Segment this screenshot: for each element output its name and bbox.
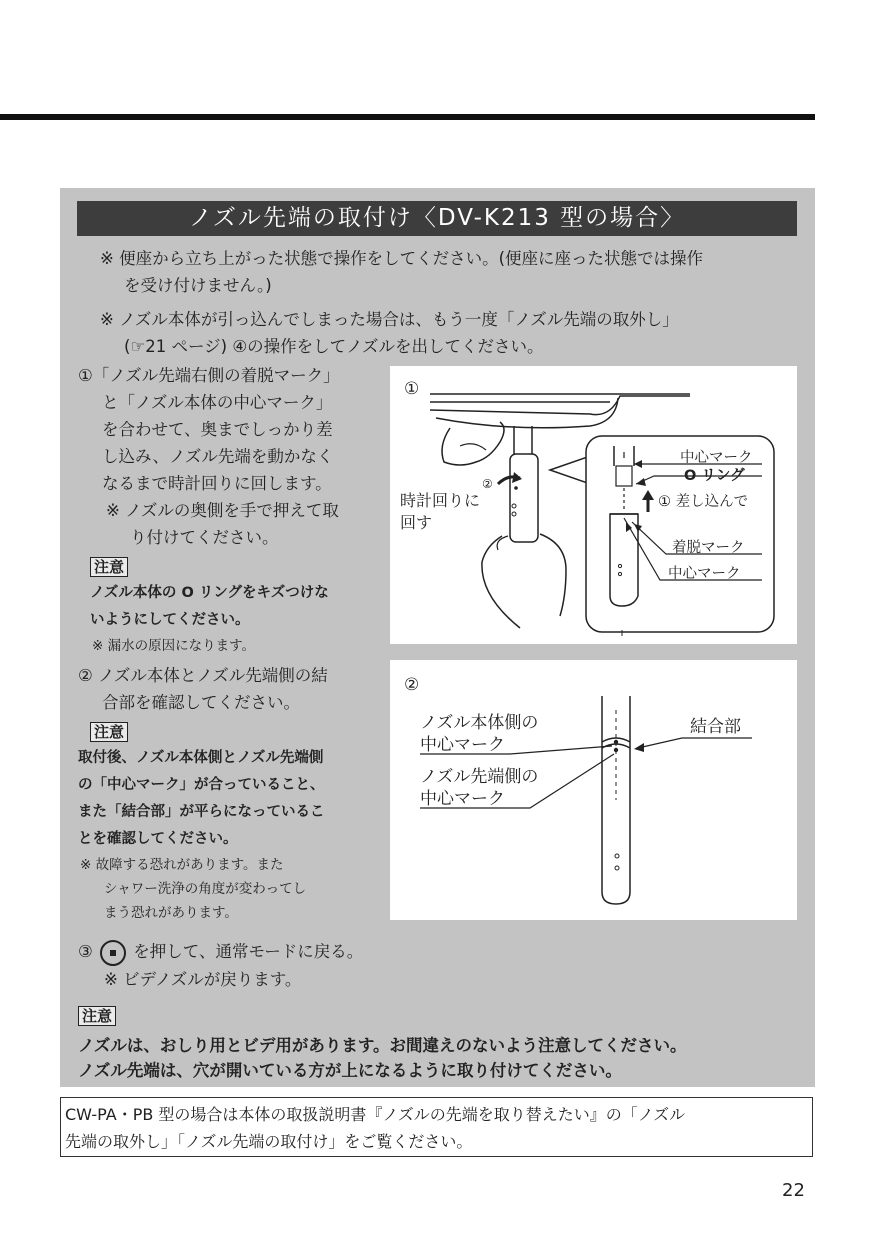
note-1-line-2: を受け付けません。) xyxy=(124,276,272,295)
stop-button-icon xyxy=(100,940,126,966)
step-2-sub-3: まう恐れがあります。 xyxy=(104,905,238,921)
step-1-line-5: なるまで時計回りに回します。 xyxy=(102,474,332,493)
step-2-caution-label: 注意 xyxy=(90,722,128,742)
step-2-caution-line-3: また「結合部」が平らになっているこ xyxy=(78,804,325,820)
step-1-line-2: と「ノズル本体の中心マーク」 xyxy=(102,393,333,412)
step-1 xyxy=(78,362,388,658)
figure-2-tip-label-line-1: ノズル先端側の xyxy=(420,767,539,787)
note-2 xyxy=(100,306,679,360)
step-1-line-1: ①「ノズル先端右側の着脱マーク」 xyxy=(78,366,340,385)
reference-box-line-1: CW-PA・PB 型の場合は本体の取扱説明書『ノズルの先端を取り替えたい』の「ノズル xyxy=(65,1105,686,1124)
note-2-line-1: ※ ノズル本体が引っ込んでしまった場合は、もう一度「ノズル先端の取外し」 xyxy=(100,310,679,329)
step-3-number: ③ xyxy=(78,942,93,961)
figure-1-center-mark-label: 中心マーク xyxy=(680,450,753,466)
figure-2 xyxy=(390,660,797,920)
note-1 xyxy=(100,245,703,299)
figure-1-rotate-line-1: 時計回りに xyxy=(400,491,481,510)
step-3 xyxy=(78,938,363,993)
step-3-sub: ※ ビデノズルが戻ります。 xyxy=(104,969,302,989)
figure-2-body-label-line-2: 中心マーク xyxy=(420,735,505,755)
figure-1-illustration xyxy=(390,366,797,644)
figure-1 xyxy=(390,366,797,644)
figure-2-body-label-line-1: ノズル本体側の xyxy=(420,713,539,733)
step-2-caution-line-1: 取付後、ノズル本体側とノズル先端側 xyxy=(78,750,324,766)
step-2-line-1: ② ノズル本体とノズル先端側の結 xyxy=(78,666,328,685)
reference-box-line-2: 先端の取外し」「ノズル先端の取付け」をご覧ください。 xyxy=(65,1132,473,1151)
step-1-sub-2: り付けてください。 xyxy=(130,528,279,547)
step-2 xyxy=(78,662,388,925)
figure-2-number: ② xyxy=(404,675,420,695)
step-3-text: を押して、通常モードに戻る。 xyxy=(133,942,364,961)
step-2-caution-line-4: とを確認してください。 xyxy=(78,831,238,847)
note-1-line-1: ※ 便座から立ち上がった状態で操作をしてください。(便座に座った状態では操作 xyxy=(100,249,704,268)
figure-1-center-mark2-label: 中心マーク xyxy=(668,566,741,582)
final-caution-line-2: ノズル先端は、穴が開いている方が上になるように取り付けてください。 xyxy=(78,1061,622,1080)
step-2-caution-line-2: の「中心マーク」が合っていること、 xyxy=(78,777,325,793)
step-2-sub-1: ※ 故障する恐れがあります。また xyxy=(80,857,284,873)
step-1-sub-1: ※ ノズルの奥側を手で押えて取 xyxy=(106,501,339,520)
figure-1-rotate-line-2: 回す xyxy=(400,513,433,532)
step-1-caution-sub: ※ 漏水の原因になります。 xyxy=(92,638,256,654)
figure-2-tip-label-line-2: 中心マーク xyxy=(420,789,505,809)
final-caution-line-1: ノズルは、おしり用とビデ用があります。お間違えのないよう注意してください。 xyxy=(78,1036,687,1055)
final-caution-label-wrap xyxy=(78,1006,116,1026)
note-2-line-2: (☞21 ページ) ④の操作をしてノズルを出してください。 xyxy=(124,337,544,356)
figure-1-attach-mark-label: 着脱マーク xyxy=(672,540,745,556)
step-1-line-3: を合わせて、奥までしっかり差 xyxy=(102,420,333,439)
step-2-sub-2: シャワー洗浄の角度が変わってし xyxy=(104,881,307,897)
figure-1-o-ring-label: O リング xyxy=(684,468,745,484)
figure-2-joint-label: 結合部 xyxy=(690,717,741,737)
final-caution-label: 注意 xyxy=(78,1006,116,1026)
step-1-line-4: し込み、ノズル先端を動かなく xyxy=(102,447,334,466)
step-1-caution-line-1: ノズル本体の O リングをキズつけな xyxy=(90,585,329,601)
top-rule xyxy=(0,114,815,120)
page-number: 22 xyxy=(782,1180,805,1201)
step-1-caution-label: 注意 xyxy=(90,557,128,577)
reference-box xyxy=(60,1097,813,1157)
step-2-line-2: 合部を確認してください。 xyxy=(102,693,300,712)
figure-2-illustration xyxy=(390,660,797,920)
step-1-caution-line-2: いようにしてください。 xyxy=(90,612,250,628)
section-title: ノズル先端の取付け〈DV-K213 型の場合〉 xyxy=(77,201,797,236)
figure-1-insert-label: ① 差し込んで xyxy=(658,494,749,510)
figure-1-number: ① xyxy=(404,379,420,399)
figure-1-step-marker: ② xyxy=(482,477,493,491)
